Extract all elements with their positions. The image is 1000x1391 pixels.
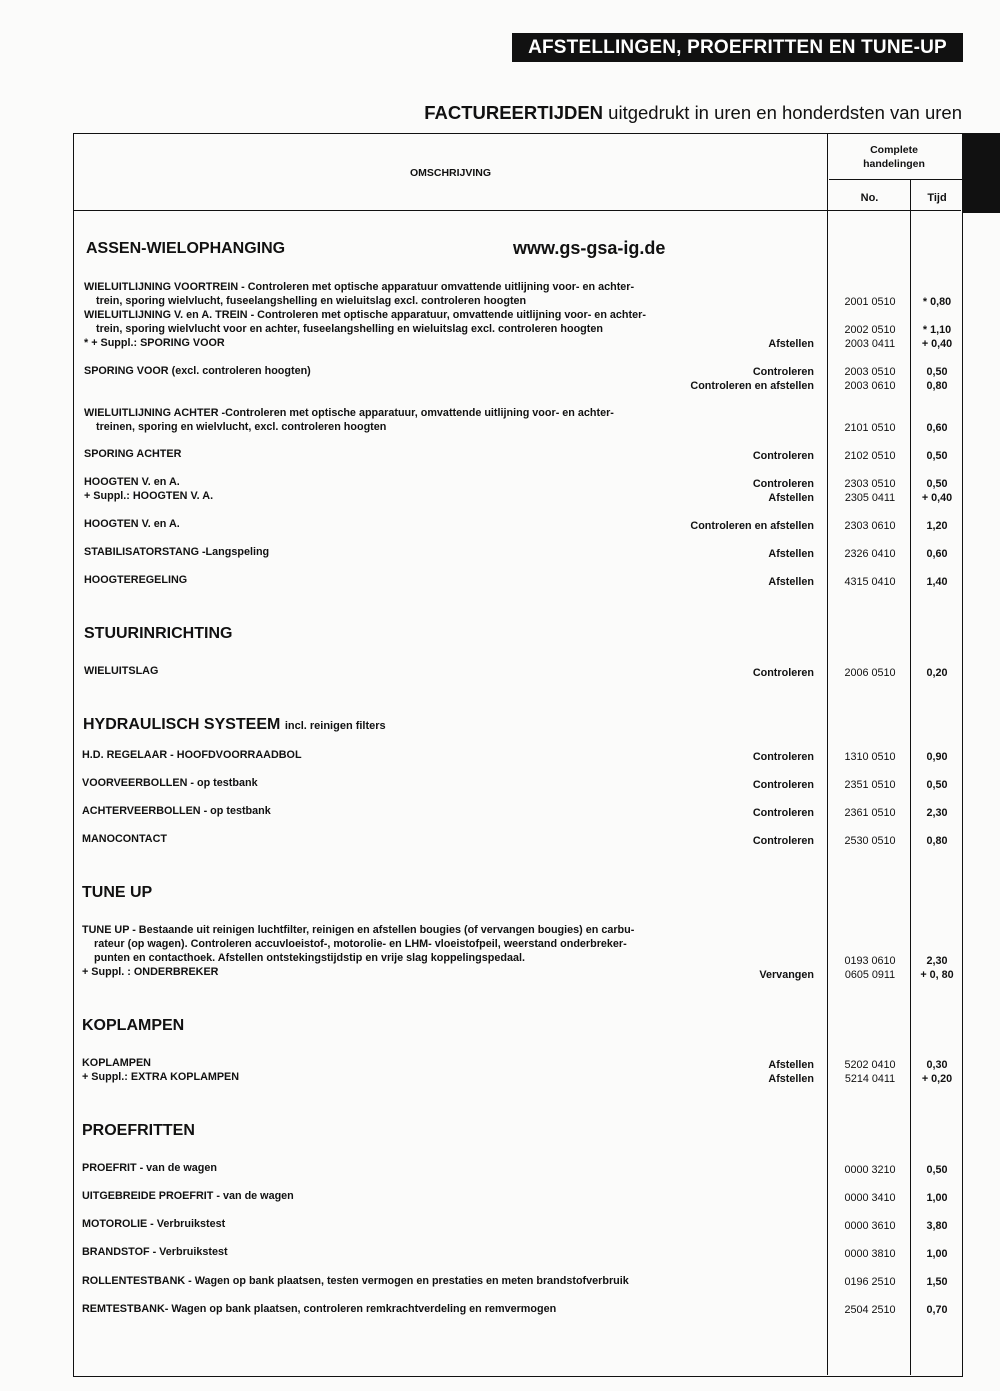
row-code: 0196 2510	[844, 1276, 896, 1288]
row-time: 1,50	[926, 1276, 948, 1288]
section-title-proefritten: PROEFRITTEN	[82, 1122, 195, 1139]
row-code: 2303 0510	[844, 478, 896, 490]
row-code: 0000 3410	[844, 1192, 896, 1204]
row-title: H.D. REGELAAR - HOOFDVOORRAADBOL	[82, 749, 302, 761]
row-time: 0,60	[926, 422, 948, 434]
row-action: Afstellen	[768, 576, 814, 588]
row-code: 2102 0510	[844, 450, 896, 462]
row-title: + Suppl. : ONDERBREKER	[82, 966, 219, 978]
row-title: VOORVEERBOLLEN - op testbank	[82, 777, 258, 789]
row-action: Afstellen	[768, 492, 814, 504]
column-header-complete: Complete handelingen	[863, 144, 925, 170]
subtitle-bold: FACTUREERTIJDEN	[424, 102, 604, 123]
row-time: 0,50	[926, 450, 948, 462]
row-time: * 1,10	[922, 324, 952, 336]
section-title-assen: ASSEN-WIELOPHANGING	[86, 240, 286, 257]
row-action: Afstellen	[768, 1073, 814, 1085]
row-title: WIELUITLIJNING ACHTER	[84, 407, 219, 419]
row-time: 2,30	[926, 807, 948, 819]
row-code: 2530 0510	[844, 835, 896, 847]
row-code: 2351 0510	[844, 779, 896, 791]
row-code: 1310 0510	[844, 751, 896, 763]
row-text: - Bestaande uit reinigen luchtfilter, reinigen en afstellen bougies (of vervangen bougies) en carbu-	[129, 924, 635, 936]
row-title: MOTOROLIE - Verbruikstest	[82, 1218, 226, 1230]
row-title: REMTESTBANK- Wagen op bank plaatsen, controleren remkrachtverdeling en remvermogen	[82, 1303, 557, 1315]
row-action: Controleren	[752, 807, 814, 819]
row-time: 1,40	[926, 576, 948, 588]
row-title: SPORING VOOR	[84, 365, 169, 377]
row-title: KOPLAMPEN	[82, 1057, 151, 1069]
row-title: ROLLENTESTBANK - Wagen op bank plaatsen, testen vermogen en prestaties en meten brandstofverbruik	[82, 1275, 629, 1287]
row-text: -Controleren met optische apparatuur, omvattende uitlijning voor- en achter-	[218, 407, 614, 419]
subtitle-rest: uitgedrukt in uren en honderdsten van uren	[603, 102, 962, 123]
row-code: 2326 0410	[844, 548, 896, 560]
section-title-stuur: STUURINRICHTING	[84, 625, 233, 642]
row-title: MANOCONTACT	[82, 833, 167, 845]
row-code: 5202 0410	[844, 1059, 896, 1071]
row-title: SPORING ACHTER	[84, 448, 182, 460]
row-action: Afstellen	[768, 548, 814, 560]
row-title: + Suppl.: EXTRA KOPLAMPEN	[82, 1071, 240, 1083]
row-title: WIELUITLIJNING V. en A. TREIN	[84, 309, 248, 321]
section-title-note: incl. reinigen filters	[284, 720, 386, 732]
row-time: 0,30	[926, 1059, 948, 1071]
thumb-tab-marker	[963, 133, 1000, 213]
section-title-koplampen: KOPLAMPEN	[82, 1017, 185, 1034]
row-code: 0000 3610	[844, 1220, 896, 1232]
row-time: 1,00	[926, 1248, 948, 1260]
row-time: 3,80	[926, 1220, 948, 1232]
row-time: 0,50	[926, 1164, 948, 1176]
row-time: 0,50	[926, 478, 948, 490]
row-code: 2003 0411	[844, 338, 896, 350]
row-title: WIELUITLIJNING VOORTREIN	[84, 281, 239, 293]
website-watermark: www.gs-gsa-ig.de	[513, 238, 666, 258]
row-time: 0,20	[926, 667, 948, 679]
row-code: 0193 0610	[844, 955, 896, 967]
row-action: Controleren	[752, 366, 814, 378]
row-code: 2101 0510	[844, 422, 896, 434]
row-code: 2003 0510	[844, 366, 896, 378]
row-time: 1,00	[926, 1192, 948, 1204]
row-time: 0,50	[926, 366, 948, 378]
header-sub-rule	[829, 179, 962, 180]
row-action: Controleren en afstellen	[690, 380, 814, 392]
row-action: Controleren	[752, 667, 814, 679]
row-action: Controleren	[752, 478, 814, 490]
row-code: 4315 0410	[844, 576, 896, 588]
row-action: Controleren	[752, 751, 814, 763]
row-time: 1,20	[926, 520, 948, 532]
row-text: trein, sporing wielvlucht voor en achter, fuseelangshelling en wieluitslag excl. controleren hoogten	[96, 323, 603, 335]
column-header-no: No.	[860, 192, 879, 204]
row-action: Controleren	[752, 450, 814, 462]
row-action: Afstellen	[768, 338, 814, 350]
row-note: (excl. controleren hoogten)	[168, 365, 311, 377]
row-text: - Controleren met optische apparatuur, omvattende uitlijning voor- en achter-	[247, 309, 646, 321]
page-subtitle	[424, 102, 962, 124]
row-time: + 0,20	[921, 1073, 953, 1085]
row-action: Controleren en afstellen	[690, 520, 814, 532]
row-time: 0,80	[926, 835, 948, 847]
row-code: 5214 0411	[844, 1073, 896, 1085]
row-time: + 0,40	[921, 492, 953, 504]
row-time: 0,60	[926, 548, 948, 560]
row-title: UITGEBREIDE PROEFRIT - van de wagen	[82, 1190, 294, 1202]
row-text: punten en contacthoek. Afstellen ontstekingstijdstip en vrije slag koppelingspedaal.	[94, 952, 525, 964]
row-title: HOOGTEN V. en A.	[84, 518, 180, 530]
row-code: 2003 0610	[844, 380, 896, 392]
section-title-tune-up: TUNE UP	[82, 884, 153, 901]
page-banner: AFSTELLINGEN, PROEFRITTEN EN TUNE-UP	[512, 33, 963, 62]
column-header-time: Tijd	[927, 192, 947, 204]
row-text: - Controleren met optische apparatuur omvattende uitlijning voor- en achter-	[238, 281, 635, 293]
section-title-hydraulisch	[83, 716, 386, 734]
row-title: HOOGTEREGELING	[84, 574, 188, 586]
row-time: 0,90	[926, 751, 948, 763]
row-code: 2504 2510	[844, 1304, 896, 1316]
row-title: HOOGTEN V. en A.	[84, 476, 180, 488]
row-time: 2,30	[926, 955, 948, 967]
row-title: BRANDSTOF - Verbruikstest	[82, 1246, 228, 1258]
column-rule-no	[827, 134, 828, 1375]
row-code: 2303 0610	[844, 520, 896, 532]
row-title: PROEFRIT - van de wagen	[82, 1162, 217, 1174]
row-text: trein, sporing wielvlucht, fuseelangshelling en wieluitslag excl. controleren hoogten	[96, 295, 527, 307]
row-time: + 0, 80	[920, 969, 954, 981]
row-code: 2002 0510	[844, 324, 896, 336]
row-action: Afstellen	[768, 1059, 814, 1071]
row-title: + Suppl.: HOOGTEN V. A.	[84, 490, 214, 502]
row-action: Vervangen	[759, 969, 814, 981]
row-action: Controleren	[752, 779, 814, 791]
row-action: Controleren	[752, 835, 814, 847]
row-text: rateur (op wagen). Controleren accuvloeistof-, motorolie- en LHM- vloeistofpeil, weerstand onderbreker-	[94, 938, 627, 950]
row-time: 0,50	[926, 779, 948, 791]
row-time: 0,70	[926, 1304, 948, 1316]
row-title: * + Suppl.: SPORING VOOR	[84, 337, 225, 349]
row-title: TUNE UP	[82, 924, 130, 936]
row-time: * 0,80	[922, 296, 952, 308]
row-title: ACHTERVEERBOLLEN - op testbank	[82, 805, 271, 817]
row-code: 0605 0911	[844, 969, 896, 981]
row-code: 0000 3810	[844, 1248, 896, 1260]
row-time: + 0,40	[921, 338, 953, 350]
row-time: 0,80	[926, 380, 948, 392]
row-code: 2001 0510	[844, 296, 896, 308]
column-header-description: OMSCHRIJVING	[409, 167, 492, 179]
row-code: 0000 3210	[844, 1164, 896, 1176]
row-code: 2361 0510	[844, 807, 896, 819]
row-code: 2006 0510	[844, 667, 896, 679]
row-code: 2305 0411	[844, 492, 896, 504]
row-title: STABILISATORSTANG -Langspeling	[84, 546, 270, 558]
row-text: treinen, sporing en wielvlucht, excl. controleren hoogten	[96, 421, 387, 433]
row-title: WIELUITSLAG	[84, 665, 159, 677]
section-title-text: HYDRAULISCH SYSTEEM	[83, 716, 281, 733]
